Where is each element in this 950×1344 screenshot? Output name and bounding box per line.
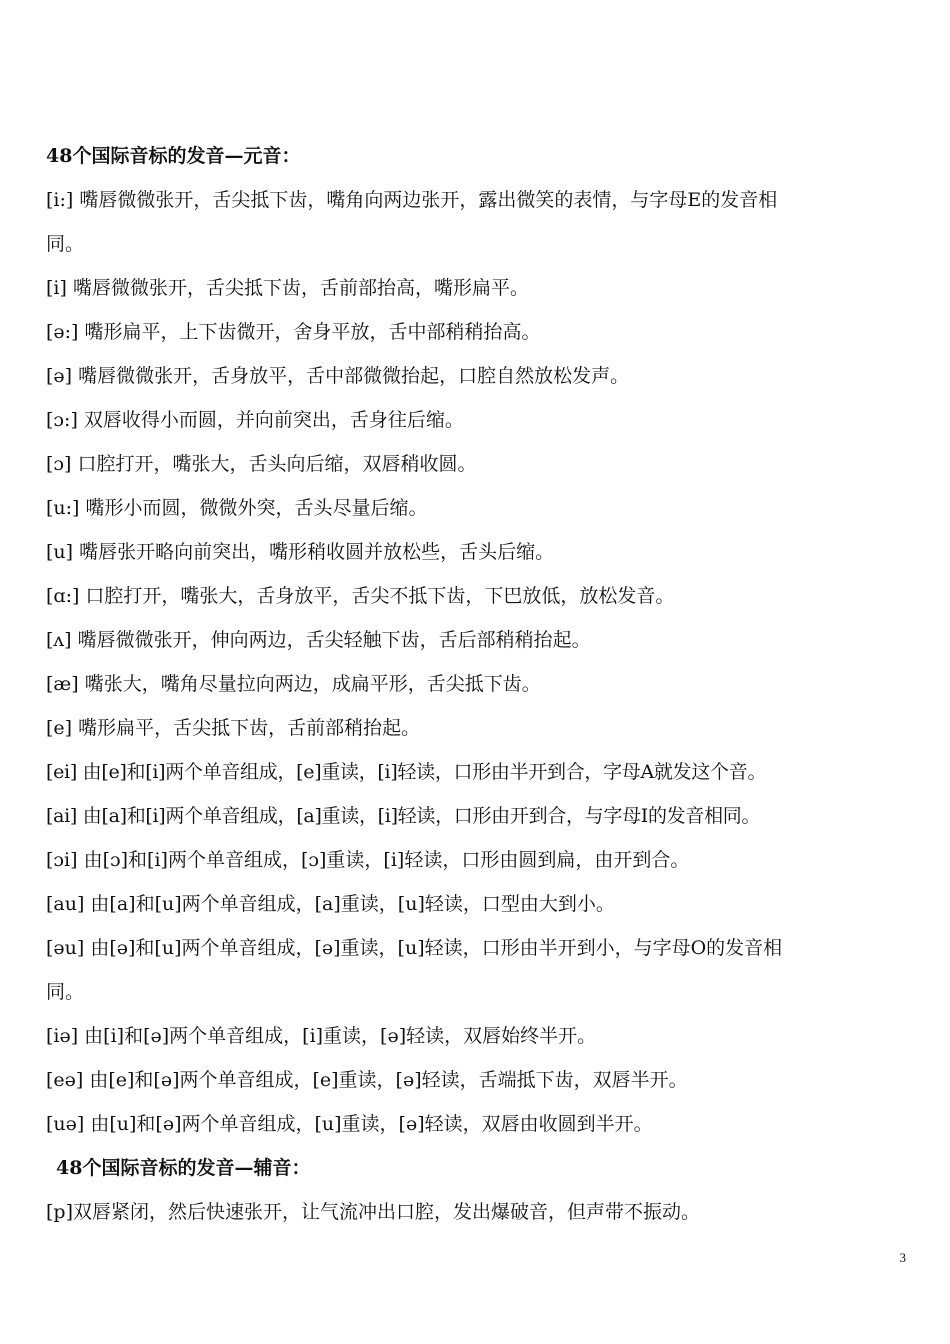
vowel-line-ie: [iə] 由[i]和[ə]两个单音组成，[i]重读，[ə]轻读，双唇始终半开。 <box>46 1025 597 1047</box>
vowel-line-ei: [ei] 由[e]和[i]两个单音组成，[e]重读，[i]轻读，口形由半开到合，字母A就发这个音。 <box>46 761 767 783</box>
vowel-line-open-o: [ɔ] 口腔打开，嘴张大，舌头向后缩，双唇稍收圆。 <box>46 453 477 475</box>
vowel-line-schwa: [ə] 嘴唇微微张开，舌身放平，舌中部微微抬起，口腔自然放松发声。 <box>46 365 630 387</box>
vowel-line-i-short: [i] 嘴唇微微张开，舌尖抵下齿，舌前部抬高，嘴形扁平。 <box>46 277 529 299</box>
vowel-line-schwa-long: [ə:] 嘴形扁平，上下齿微开，舍身平放，舌中部稍稍抬高。 <box>46 321 541 343</box>
vowel-line-open-o-long: [ɔ:] 双唇收得小而圆，并向前突出，舌身往后缩。 <box>46 409 464 431</box>
vowel-line-ou: [əu] 由[ə]和[u]两个单音组成，[ə]重读，[u]轻读，口形由半开到小，与字母O的发音相 <box>46 937 783 959</box>
vowel-line-e: [e] 嘴形扁平，舌尖抵下齿，舌前部稍抬起。 <box>46 717 421 739</box>
vowels-heading: 48个国际音标的发音—元音： <box>46 145 301 167</box>
vowel-line-ou-continued: 同。 <box>46 981 85 1003</box>
vowel-line-oi: [ɔi] 由[ɔ]和[i]两个单音组成，[ɔ]重读，[i]轻读，口形由圆到扁，由开到合。 <box>46 849 690 871</box>
vowel-line-u-short: [u] 嘴唇张开略向前突出，嘴形稍收圆并放松些，舌头后缩。 <box>46 541 555 563</box>
vowel-line-ea: [eə] 由[e]和[ə]两个单音组成，[e]重读，[ə]轻读，舌端抵下齿，双唇半开。 <box>46 1069 688 1091</box>
vowel-line-au: [au] 由[a]和[u]两个单音组成，[a]重读，[u]轻读，口型由大到小。 <box>46 893 615 915</box>
vowel-line-u-long: [u:] 嘴形小而圆，微微外突，舌头尽量后缩。 <box>46 497 428 519</box>
vowel-line-i-long-continued: 同。 <box>46 233 85 255</box>
page-number: 3 <box>899 1250 906 1265</box>
consonant-line-p: [p]双唇紧闭，然后快速张开，让气流冲出口腔，发出爆破音，但声带不振动。 <box>46 1201 700 1223</box>
vowel-line-ai: [ai] 由[a]和[i]两个单音组成，[a]重读，[i]轻读，口形由开到合，与字母I的发音相同。 <box>46 805 761 827</box>
vowel-line-ua: [uə] 由[u]和[ə]两个单音组成，[u]重读，[ə]轻读，双唇由收圆到半开。 <box>46 1113 653 1135</box>
vowel-line-i-long: [i:] 嘴唇微微张开，舌尖抵下齿，嘴角向两边张开，露出微笑的表情，与字母E的发音相 <box>46 189 778 211</box>
vowel-line-ash: [æ] 嘴张大，嘴角尽量拉向两边，成扁平形，舌尖抵下齿。 <box>46 673 541 695</box>
document-body <box>46 134 908 1234</box>
consonants-heading: 48个国际音标的发音—辅音： <box>56 1157 311 1179</box>
vowel-line-wedge: [ʌ] 嘴唇微微张开，伸向两边，舌尖轻触下齿，舌后部稍稍抬起。 <box>46 629 591 651</box>
vowel-line-a-long: [ɑ:] 口腔打开，嘴张大，舌身放平，舌尖不抵下齿，下巴放低，放松发音。 <box>46 585 675 607</box>
